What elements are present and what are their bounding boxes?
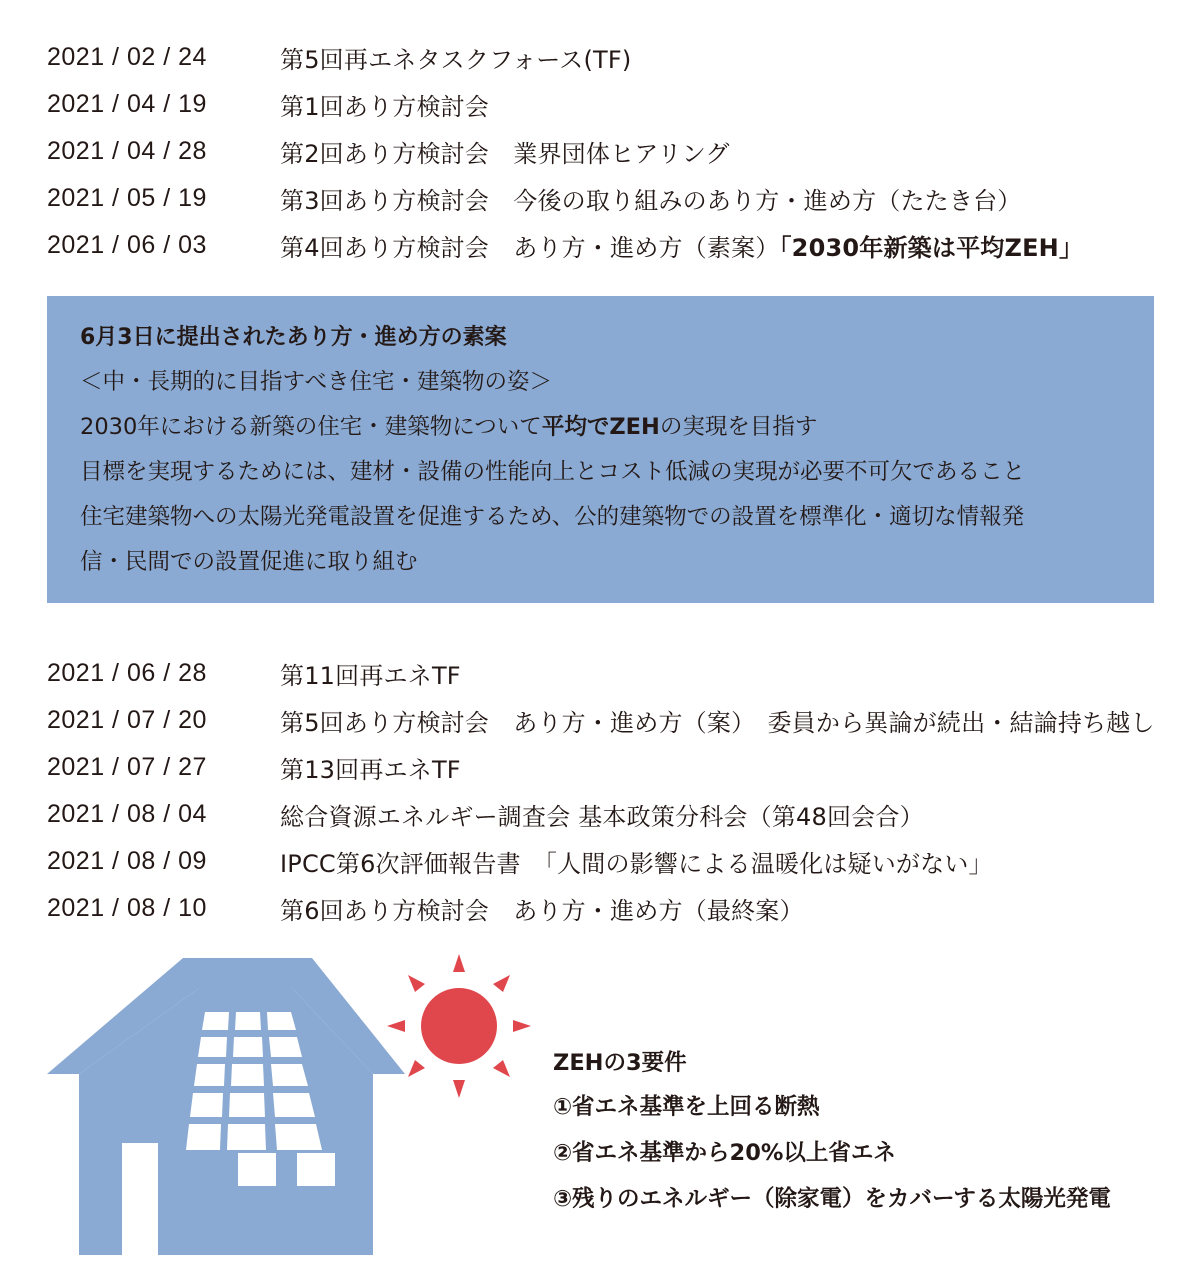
timeline-event: 第13回再エネTF xyxy=(280,756,461,784)
timeline-event: IPCC第6次評価報告書 「人間の影響による温暖化は疑いがない」 xyxy=(280,850,993,878)
timeline-row xyxy=(47,697,1187,744)
house-solar-illustration xyxy=(0,940,560,1285)
zeh-requirement: ②省エネ基準から20%以上省エネ xyxy=(553,1140,896,1166)
timeline-date: 2021 / 05 / 19 xyxy=(47,184,207,212)
timeline-row xyxy=(47,175,1187,222)
timeline-event: 第1回あり方検討会 xyxy=(280,93,490,121)
timeline-row xyxy=(47,222,1187,269)
timeline-date: 2021 / 08 / 09 xyxy=(47,847,207,875)
timeline-event: 総合資源エネルギー調査会 基本政策分科会（第48回会合） xyxy=(280,803,924,831)
timeline-bottom xyxy=(47,650,1187,932)
draft-summary-panel xyxy=(47,296,1154,603)
timeline-date: 2021 / 04 / 19 xyxy=(47,90,207,118)
panel-subtitle: ＜中・長期的に目指すべき住宅・建築物の姿＞ xyxy=(80,369,553,395)
timeline-row xyxy=(47,34,1187,81)
timeline-event: 第5回あり方検討会 あり方・進め方（案） 委員から異論が続出・結論持ち越し xyxy=(280,709,1155,737)
panel-line-4: 信・民間での設置促進に取り組む xyxy=(80,549,418,575)
timeline-date: 2021 / 02 / 24 xyxy=(47,43,207,71)
panel-line-1-pre: 2030年における新築の住宅・建築物について xyxy=(80,414,542,440)
timeline-event: 第2回あり方検討会 業界団体ヒアリング xyxy=(280,140,730,168)
zeh-requirement: ③残りのエネルギー（除家電）をカバーする太陽光発電 xyxy=(553,1186,1111,1212)
timeline-row xyxy=(47,650,1187,697)
timeline-row xyxy=(47,838,1187,885)
timeline-date: 2021 / 07 / 20 xyxy=(47,706,207,734)
timeline-date: 2021 / 06 / 28 xyxy=(47,659,207,687)
timeline-event xyxy=(280,228,1083,263)
timeline-date: 2021 / 04 / 28 xyxy=(47,137,207,165)
timeline-event-highlight: 「2030年新築は平均ZEH」 xyxy=(779,234,1084,262)
timeline-date: 2021 / 06 / 03 xyxy=(47,231,207,259)
timeline-top xyxy=(47,34,1187,269)
sun-icon xyxy=(387,954,531,1098)
panel-title: 6月3日に提出されたあり方・進め方の素案 xyxy=(80,325,507,350)
zeh-requirement: ①省エネ基準を上回る断熱 xyxy=(553,1094,820,1120)
timeline-row xyxy=(47,81,1187,128)
timeline-date: 2021 / 08 / 04 xyxy=(47,800,207,828)
timeline-event: 第5回再エネタスクフォース(TF) xyxy=(280,46,632,74)
timeline-date: 2021 / 07 / 27 xyxy=(47,753,207,781)
timeline-row xyxy=(47,791,1187,838)
timeline-event: 第6回あり方検討会 あり方・進め方（最終案） xyxy=(280,897,804,925)
panel-line-1-highlight: 平均でZEH xyxy=(541,414,660,440)
zeh-title: ZEHの3要件 xyxy=(553,1050,687,1076)
timeline-date: 2021 / 08 / 10 xyxy=(47,894,207,922)
timeline-row xyxy=(47,744,1187,791)
panel-line-1-post: の実現を目指す xyxy=(659,414,818,440)
timeline-row xyxy=(47,885,1187,932)
panel-line-2: 目標を実現するためには、建材・設備の性能向上とコスト低減の実現が必要不可欠であること xyxy=(80,459,1026,485)
zeh-requirements xyxy=(553,1040,1111,1222)
timeline-row xyxy=(47,128,1187,175)
timeline-event-text: 第4回あり方検討会 あり方・進め方（素案） xyxy=(280,234,780,262)
panel-line-1 xyxy=(80,405,1154,450)
timeline-event: 第11回再エネTF xyxy=(280,662,461,690)
timeline-event: 第3回あり方検討会 今後の取り組みのあり方・進め方（たたき台） xyxy=(280,187,1022,215)
panel-line-3: 住宅建築物への太陽光発電設置を促進するため、公的建築物での設置を標準化・適切な情報発 xyxy=(80,504,1025,530)
house-with-solar-panels-icon xyxy=(47,958,405,1255)
